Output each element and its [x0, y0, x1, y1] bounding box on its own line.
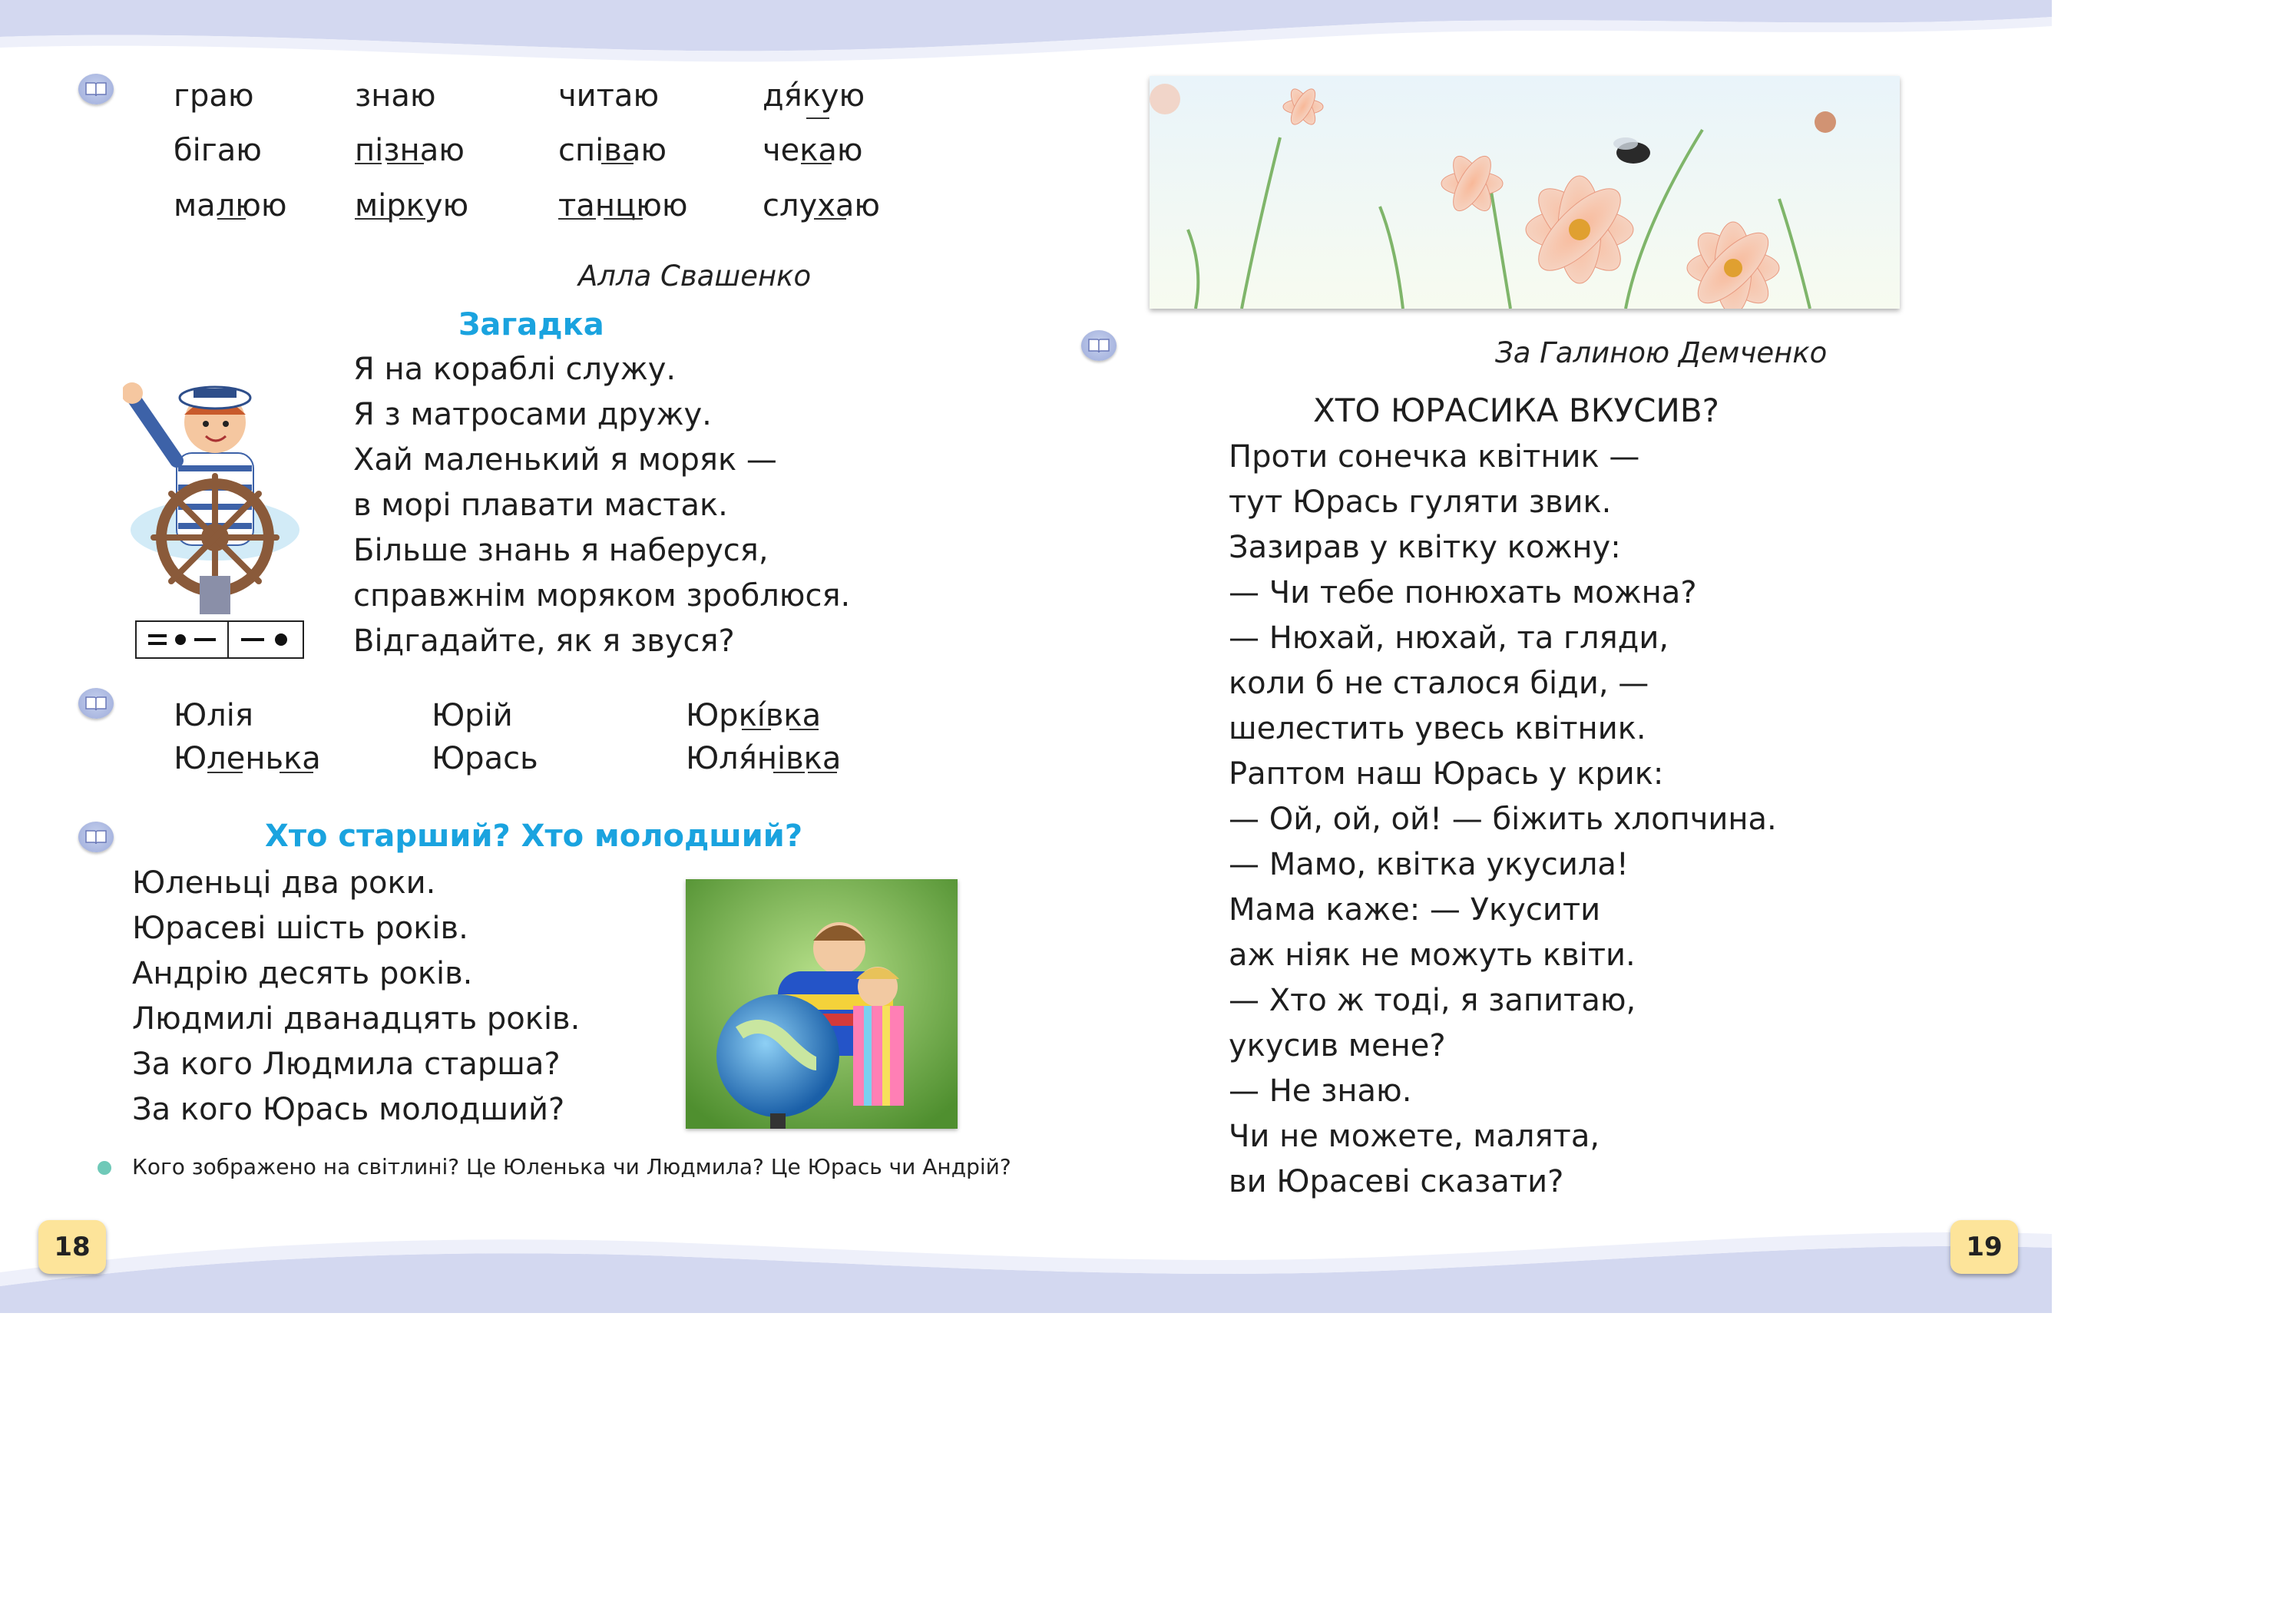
poem-line: Більше знань я наберуся, [353, 533, 769, 568]
word-underlined: міркую [355, 188, 469, 223]
page-number-left: 18 [38, 1220, 106, 1274]
reading-book-icon [78, 822, 114, 852]
text-line: Юленьці два роки. [132, 865, 436, 901]
cosmos-flowers-banner [1150, 76, 1900, 309]
riddle-title: Загадка [458, 307, 604, 342]
poem-line: в морі плавати мастак. [353, 488, 728, 523]
story-poem [1229, 435, 1777, 1205]
poem-line: Проти сонечка квітник — [1229, 439, 1640, 475]
poem-line: Зазирав у квітку кожну: [1229, 530, 1621, 565]
poem-line: Раптом наш Юрась у крик: [1229, 756, 1664, 792]
poem-line: Відгадайте, як я звуся? [353, 623, 735, 659]
poem-line: — Хто ж тоді, я запитаю, [1229, 983, 1636, 1018]
poem-line: — Не знаю. [1229, 1073, 1412, 1109]
poem-line: Хай маленький я моряк — [353, 442, 777, 478]
text-line: За кого Людмила старша? [132, 1047, 561, 1082]
word-underlined: малюю [174, 188, 287, 223]
text-line: Людмилі дванадцять років. [132, 1001, 581, 1037]
name-word: Юля́нівка [686, 741, 842, 776]
poem-line: — Чи тебе понюхать можна? [1229, 575, 1697, 610]
word: граю [174, 78, 254, 114]
poem-line: аж ніяк не можуть квіти. [1229, 938, 1636, 973]
poem-line: тут Юрась гуляти звик. [1229, 485, 1612, 520]
syllable-underlines [0, 0, 998, 246]
name-word: Юленька [174, 741, 321, 776]
sailor-boy-illustration [123, 353, 307, 614]
sound-scheme [135, 620, 304, 659]
question-bullet [98, 1161, 111, 1175]
name-word: Юлія [174, 698, 253, 733]
poem-line: ви Юрасеві сказати? [1229, 1164, 1564, 1199]
word: знаю [355, 78, 436, 114]
text-line: За кого Юрась молодший? [132, 1092, 565, 1127]
poem-line: укусив мене? [1229, 1028, 1446, 1063]
name-word: Юрась [432, 741, 538, 776]
text-line: Андрію десять років. [132, 956, 473, 991]
riddle-author: Алла Свашенко [578, 260, 812, 293]
poem-line: шелестить увесь квітник. [1229, 711, 1646, 746]
word-underlined: танцюю [558, 188, 688, 223]
poem-line: — Нюхай, нюхай, та гляди, [1229, 620, 1669, 656]
syllable-underlines [0, 691, 998, 783]
poem-line: Чи не можете, малята, [1229, 1119, 1600, 1154]
word-underlined: чекаю [763, 133, 863, 168]
bottom-wave-band [0, 1209, 2052, 1313]
word-underlined: слухаю [763, 188, 881, 223]
poem-line: Я на кораблі служу. [353, 352, 677, 387]
text-line: Юрасеві шість років. [132, 911, 468, 946]
page-number-right: 19 [1950, 1220, 2018, 1274]
poem-line: Мама каже: — Укусити [1229, 892, 1601, 928]
riddle-poem [353, 347, 850, 664]
poem-line: — Ой, ой, ой! — біжить хлопчина. [1229, 802, 1777, 837]
reading-book-icon [1081, 330, 1117, 361]
word-underlined: пізнаю [355, 133, 465, 168]
word: читаю [558, 78, 660, 114]
name-word: Юрій [432, 698, 513, 733]
poem-line: коли б не сталося біди, — [1229, 666, 1649, 701]
poem-line: Я з матросами дружу. [353, 397, 712, 432]
story-author: За Галиною Демченко [1495, 336, 1828, 369]
name-word: Юркі́вка [686, 698, 822, 733]
sound-scheme-block [137, 622, 229, 657]
poem-line: справжнім моряком зроблюся. [353, 578, 851, 614]
poem-line: — Мамо, квітка укусила! [1229, 847, 1629, 882]
photo-question-note: Кого зображено на світлині? Це Юленька чи Людмила? Це Юрась чи Андрій? [132, 1154, 1011, 1179]
word-underlined: дя́кую [763, 78, 865, 114]
age-text [132, 861, 580, 1133]
word: бігаю [174, 133, 262, 168]
age-section-title: Хто старший? Хто молодший? [265, 819, 803, 854]
story-title: ХТО ЮРАСИКА ВКУСИВ? [1313, 392, 1719, 429]
children-globe-photo [686, 879, 958, 1129]
sound-scheme-block [229, 622, 303, 657]
word-underlined: співаю [558, 133, 667, 168]
